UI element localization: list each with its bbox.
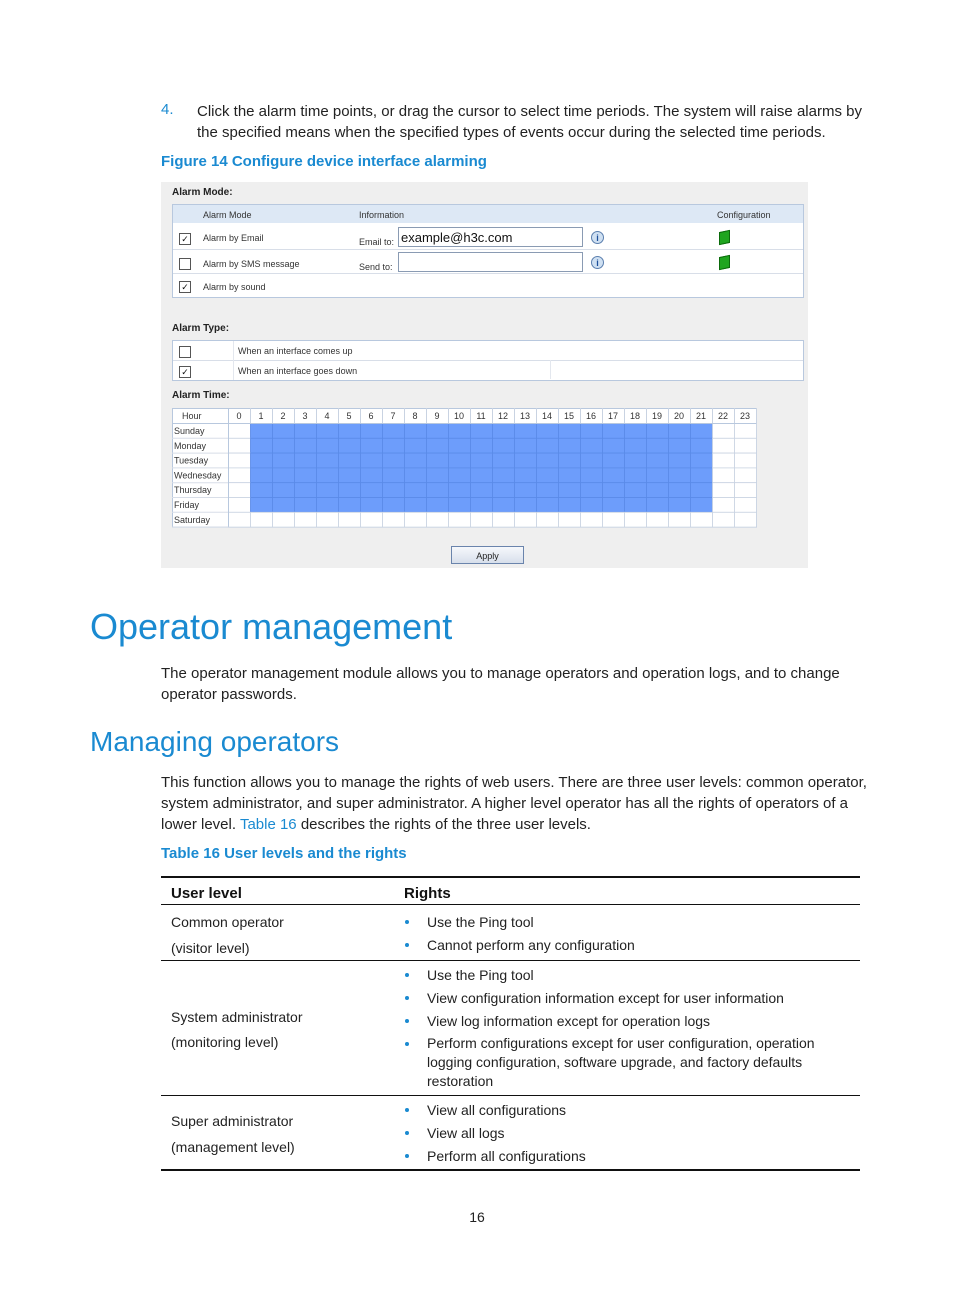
time-cell[interactable] xyxy=(713,483,735,498)
level-name: Super administrator xyxy=(171,1113,294,1129)
figure-caption: Figure 14 Configure device interface alarming xyxy=(161,153,487,170)
time-cell[interactable] xyxy=(493,498,515,513)
time-cell[interactable] xyxy=(295,424,317,439)
time-cell[interactable] xyxy=(383,424,405,439)
section-title: Operator management xyxy=(90,606,453,647)
time-cell[interactable] xyxy=(559,453,581,468)
info-icon[interactable]: i xyxy=(591,256,604,269)
time-cell[interactable] xyxy=(493,438,515,453)
time-cell[interactable] xyxy=(361,453,383,468)
rights-paragraph-text-end: describes the rights of the three user levels. xyxy=(296,816,591,833)
time-cell[interactable] xyxy=(317,424,339,439)
time-cell[interactable] xyxy=(515,438,537,453)
time-cell[interactable] xyxy=(383,512,405,527)
time-cell[interactable] xyxy=(317,498,339,513)
time-cell[interactable] xyxy=(691,424,713,439)
time-cell[interactable] xyxy=(691,498,713,513)
time-cell[interactable] xyxy=(581,468,603,483)
time-cell[interactable] xyxy=(713,468,735,483)
time-cell[interactable] xyxy=(603,483,625,498)
time-cell[interactable] xyxy=(691,512,713,527)
time-cell[interactable] xyxy=(581,512,603,527)
configure-sms-icon[interactable] xyxy=(719,255,730,270)
time-cell[interactable] xyxy=(383,498,405,513)
time-cell[interactable] xyxy=(603,453,625,468)
time-cell[interactable] xyxy=(317,438,339,453)
time-cell[interactable] xyxy=(471,453,493,468)
time-cell[interactable] xyxy=(691,438,713,453)
time-cell[interactable] xyxy=(317,512,339,527)
day-label: Thursday xyxy=(174,485,212,496)
time-cell[interactable] xyxy=(229,512,251,527)
time-cell[interactable] xyxy=(735,468,757,483)
time-cell[interactable] xyxy=(251,483,273,498)
time-cell[interactable] xyxy=(449,453,471,468)
time-cell[interactable] xyxy=(537,468,559,483)
hour-label: 8 xyxy=(412,411,418,421)
time-cell[interactable] xyxy=(229,453,251,468)
sms-alarm-label: Alarm by SMS message xyxy=(203,259,300,269)
time-cell[interactable] xyxy=(647,438,669,453)
hour-label: 15 xyxy=(563,411,575,421)
time-cell[interactable] xyxy=(515,453,537,468)
header-configuration: Configuration xyxy=(717,210,771,220)
rights-paragraph-text: This function allows you to manage the rights of web users. There are three user levels: common operator, system administrator, and super administrator. A higher level operator has all the rights of operators of a lower level. xyxy=(161,774,867,833)
level-name: System administrator xyxy=(171,1009,303,1025)
hour-label: 1 xyxy=(258,411,264,421)
time-cell[interactable] xyxy=(427,424,449,439)
time-cell[interactable] xyxy=(625,498,647,513)
time-cell[interactable] xyxy=(603,498,625,513)
alarm-type-label: Alarm Type: xyxy=(172,323,230,334)
time-cell[interactable] xyxy=(515,498,537,513)
time-cell[interactable] xyxy=(735,438,757,453)
right-item: View log information except for operation logs xyxy=(427,1013,711,1029)
level-sub: (monitoring level) xyxy=(171,1034,279,1050)
level-name: Common operator xyxy=(171,914,284,930)
time-cell[interactable] xyxy=(537,438,559,453)
right-item: Use the Ping tool xyxy=(427,967,534,983)
time-cell[interactable] xyxy=(735,453,757,468)
time-cell[interactable] xyxy=(735,512,757,527)
time-cell[interactable] xyxy=(229,424,251,439)
day-label: Wednesday xyxy=(174,470,222,481)
time-cell[interactable] xyxy=(251,498,273,513)
time-cell[interactable] xyxy=(295,483,317,498)
right-item: Cannot perform any configuration xyxy=(427,937,635,953)
time-cell[interactable] xyxy=(405,468,427,483)
hour-label: 14 xyxy=(541,411,553,421)
time-cell[interactable] xyxy=(449,512,471,527)
time-cell[interactable] xyxy=(471,468,493,483)
hour-label: 22 xyxy=(717,411,729,421)
time-cell[interactable] xyxy=(383,483,405,498)
interface-up-label: When an interface comes up xyxy=(238,346,353,356)
hour-label: 16 xyxy=(585,411,597,421)
time-cell[interactable] xyxy=(559,498,581,513)
sms-alarm-checkbox[interactable] xyxy=(179,258,191,270)
time-cell[interactable] xyxy=(361,483,383,498)
time-cell[interactable] xyxy=(669,512,691,527)
time-cell[interactable] xyxy=(625,424,647,439)
time-cell[interactable] xyxy=(273,453,295,468)
time-cell[interactable] xyxy=(669,483,691,498)
time-cell[interactable] xyxy=(449,438,471,453)
alarm-config-figure xyxy=(161,182,808,568)
alarm-mode-panel xyxy=(172,204,804,298)
time-cell[interactable] xyxy=(273,424,295,439)
level-sub: (visitor level) xyxy=(171,940,250,956)
time-cell[interactable] xyxy=(449,498,471,513)
time-cell[interactable] xyxy=(251,424,273,439)
apply-button[interactable]: Apply xyxy=(451,546,524,564)
time-cell[interactable] xyxy=(669,453,691,468)
hour-label: 20 xyxy=(673,411,685,421)
time-cell[interactable] xyxy=(427,483,449,498)
time-cell[interactable] xyxy=(405,483,427,498)
alarm-mode-label: Alarm Mode: xyxy=(172,187,233,198)
time-cell[interactable] xyxy=(735,424,757,439)
time-cell[interactable] xyxy=(317,468,339,483)
time-cell[interactable] xyxy=(339,424,361,439)
email-alarm-checkbox[interactable]: ✓ xyxy=(179,233,191,245)
time-cell[interactable] xyxy=(361,468,383,483)
right-item: View configuration information except for user information xyxy=(427,990,784,1006)
interface-up-checkbox[interactable] xyxy=(179,346,191,358)
time-cell[interactable] xyxy=(273,512,295,527)
time-cell[interactable] xyxy=(669,468,691,483)
header-information: Information xyxy=(359,210,405,220)
day-label: Friday xyxy=(174,500,200,510)
hour-label: 21 xyxy=(695,411,707,421)
header-alarm-mode: Alarm Mode xyxy=(203,210,252,220)
time-cell[interactable] xyxy=(471,438,493,453)
time-cell[interactable] xyxy=(251,512,273,527)
time-cell[interactable] xyxy=(251,468,273,483)
time-cell[interactable] xyxy=(625,438,647,453)
time-cell[interactable] xyxy=(383,468,405,483)
subsection-title: Managing operators xyxy=(90,726,340,757)
time-cell[interactable] xyxy=(493,424,515,439)
hour-label: 0 xyxy=(236,411,242,421)
header-user-level: User level xyxy=(171,885,242,902)
time-cell[interactable] xyxy=(449,468,471,483)
time-cell[interactable] xyxy=(537,424,559,439)
time-cell[interactable] xyxy=(691,483,713,498)
time-cell[interactable] xyxy=(537,512,559,527)
interface-down-checkbox[interactable]: ✓ xyxy=(179,366,191,378)
time-cell[interactable] xyxy=(603,438,625,453)
time-cell[interactable] xyxy=(713,453,735,468)
hour-label: 2 xyxy=(280,411,286,421)
level-sub: (management level) xyxy=(171,1139,295,1155)
time-cell[interactable] xyxy=(493,512,515,527)
time-cell[interactable] xyxy=(515,483,537,498)
time-cell[interactable] xyxy=(229,438,251,453)
time-cell[interactable] xyxy=(295,468,317,483)
time-cell[interactable] xyxy=(427,468,449,483)
time-cell[interactable] xyxy=(559,468,581,483)
time-cell[interactable] xyxy=(647,512,669,527)
time-cell[interactable] xyxy=(559,483,581,498)
time-cell[interactable] xyxy=(669,498,691,513)
time-cell[interactable] xyxy=(603,424,625,439)
right-item: View all logs xyxy=(427,1125,505,1141)
time-cell[interactable] xyxy=(339,512,361,527)
alarm-mode-header xyxy=(173,205,803,223)
time-cell[interactable] xyxy=(691,453,713,468)
sound-alarm-checkbox[interactable]: ✓ xyxy=(179,281,191,293)
email-to-label: Email to: xyxy=(359,237,395,247)
time-cell[interactable] xyxy=(405,512,427,527)
hour-label: 13 xyxy=(519,411,531,421)
page-number: 16 xyxy=(469,1209,485,1225)
time-cell[interactable] xyxy=(273,483,295,498)
time-cell[interactable] xyxy=(295,438,317,453)
time-cell[interactable] xyxy=(339,468,361,483)
time-cell[interactable] xyxy=(647,498,669,513)
time-cell[interactable] xyxy=(559,424,581,439)
time-cell[interactable] xyxy=(449,483,471,498)
info-icon[interactable]: i xyxy=(591,231,604,244)
right-item: Use the Ping tool xyxy=(427,914,534,930)
time-cell[interactable] xyxy=(493,468,515,483)
header-rights: Rights xyxy=(404,885,451,902)
time-cell[interactable] xyxy=(537,483,559,498)
time-cell[interactable] xyxy=(603,512,625,527)
time-cell[interactable] xyxy=(691,468,713,483)
time-cell[interactable] xyxy=(493,453,515,468)
hour-label: 19 xyxy=(651,411,663,421)
time-cell[interactable] xyxy=(251,453,273,468)
step-text: Click the alarm time points, or drag the cursor to select time periods. The system will raise alarms by the specified means when the specified types of events occur during the selected time periods. xyxy=(197,103,862,141)
time-cell[interactable] xyxy=(427,512,449,527)
time-cell[interactable] xyxy=(229,498,251,513)
time-cell[interactable] xyxy=(559,512,581,527)
time-cell[interactable] xyxy=(427,438,449,453)
time-cell[interactable] xyxy=(229,468,251,483)
email-alarm-label: Alarm by Email xyxy=(203,233,264,243)
day-label: Saturday xyxy=(174,514,211,525)
step-number: 4. xyxy=(161,101,174,118)
time-cell[interactable] xyxy=(471,424,493,439)
table-16-link[interactable]: Table 16 xyxy=(239,816,297,833)
time-cell[interactable] xyxy=(625,512,647,527)
time-cell[interactable] xyxy=(559,438,581,453)
table-caption: Table 16 User levels and the rights xyxy=(161,845,407,862)
time-cell[interactable] xyxy=(405,424,427,439)
time-cell[interactable] xyxy=(647,424,669,439)
time-cell[interactable] xyxy=(317,453,339,468)
time-cell[interactable] xyxy=(471,512,493,527)
time-cell[interactable] xyxy=(625,453,647,468)
day-label: Monday xyxy=(174,440,207,451)
time-cell[interactable] xyxy=(647,483,669,498)
time-cell[interactable] xyxy=(581,483,603,498)
time-cell[interactable] xyxy=(493,483,515,498)
time-cell[interactable] xyxy=(361,438,383,453)
time-cell[interactable] xyxy=(471,498,493,513)
time-cell[interactable] xyxy=(361,498,383,513)
time-cell[interactable] xyxy=(405,453,427,468)
time-cell[interactable] xyxy=(537,498,559,513)
time-cell[interactable] xyxy=(603,468,625,483)
time-cell[interactable] xyxy=(735,498,757,513)
alarm-time-label: Alarm Time: xyxy=(172,390,230,401)
time-cell[interactable] xyxy=(581,424,603,439)
time-cell[interactable] xyxy=(251,438,273,453)
time-cell[interactable] xyxy=(317,483,339,498)
send-to-label: Send to: xyxy=(359,262,393,272)
hour-label: 7 xyxy=(390,411,396,421)
hour-label: 23 xyxy=(739,411,751,421)
day-label: Tuesday xyxy=(174,455,209,466)
time-cell[interactable] xyxy=(713,424,735,439)
time-cell[interactable] xyxy=(295,512,317,527)
time-cell[interactable] xyxy=(713,512,735,527)
right-item: Perform configurations except for user configuration, operation logging configuration, software upgrade, and factory defaults restoration xyxy=(427,1035,815,1089)
send-to-input[interactable] xyxy=(398,252,583,272)
configure-email-icon[interactable] xyxy=(719,230,730,245)
time-cell[interactable] xyxy=(449,424,471,439)
interface-down-label: When an interface goes down xyxy=(238,366,358,376)
time-cell[interactable] xyxy=(515,512,537,527)
hour-label: 17 xyxy=(607,411,619,421)
time-cell[interactable] xyxy=(581,453,603,468)
time-cell[interactable] xyxy=(713,438,735,453)
time-cell[interactable] xyxy=(405,438,427,453)
time-cell[interactable] xyxy=(273,438,295,453)
time-cell[interactable] xyxy=(581,438,603,453)
right-item: Perform all configurations xyxy=(427,1148,586,1164)
time-cell[interactable] xyxy=(669,424,691,439)
time-cell[interactable] xyxy=(625,468,647,483)
time-cell[interactable] xyxy=(625,483,647,498)
time-cell[interactable] xyxy=(295,453,317,468)
hour-header: Hour xyxy=(182,411,202,421)
time-cell[interactable] xyxy=(229,483,251,498)
hour-label: 12 xyxy=(497,411,509,421)
time-cell[interactable] xyxy=(669,438,691,453)
right-item: View all configurations xyxy=(427,1102,567,1118)
time-cell[interactable] xyxy=(427,498,449,513)
time-cell[interactable] xyxy=(339,453,361,468)
time-cell[interactable] xyxy=(713,498,735,513)
time-cell[interactable] xyxy=(427,453,449,468)
time-cell[interactable] xyxy=(339,438,361,453)
time-cell[interactable] xyxy=(515,468,537,483)
time-cell[interactable] xyxy=(295,498,317,513)
time-cell[interactable] xyxy=(647,468,669,483)
email-to-input[interactable]: example@h3c.com xyxy=(398,227,583,247)
intro-paragraph: The operator management module allows you to manage operators and operation logs, and to change operator passwords. xyxy=(161,665,840,703)
time-cell[interactable] xyxy=(339,483,361,498)
alarm-time-grid[interactable] xyxy=(172,408,757,528)
rights-paragraph xyxy=(161,772,869,835)
hour-label: 5 xyxy=(346,411,352,421)
hour-label: 10 xyxy=(453,411,465,421)
time-cell[interactable] xyxy=(735,483,757,498)
time-cell[interactable] xyxy=(361,424,383,439)
time-cell[interactable] xyxy=(581,498,603,513)
alarm-type-panel xyxy=(172,340,804,381)
time-cell[interactable] xyxy=(361,512,383,527)
time-cell[interactable] xyxy=(471,483,493,498)
hour-label: 6 xyxy=(368,411,374,421)
time-cell[interactable] xyxy=(537,453,559,468)
time-cell[interactable] xyxy=(515,424,537,439)
time-cell[interactable] xyxy=(273,498,295,513)
hour-label: 11 xyxy=(476,411,486,421)
hour-label: 4 xyxy=(324,411,330,421)
time-cell[interactable] xyxy=(273,468,295,483)
time-cell[interactable] xyxy=(339,498,361,513)
time-cell[interactable] xyxy=(647,453,669,468)
hour-label: 9 xyxy=(434,411,440,421)
time-cell[interactable] xyxy=(405,498,427,513)
time-cell[interactable] xyxy=(383,453,405,468)
hour-label: 18 xyxy=(629,411,641,421)
time-cell[interactable] xyxy=(383,438,405,453)
day-label: Sunday xyxy=(174,426,205,436)
hour-label: 3 xyxy=(302,411,308,421)
sound-alarm-label: Alarm by sound xyxy=(203,282,266,292)
